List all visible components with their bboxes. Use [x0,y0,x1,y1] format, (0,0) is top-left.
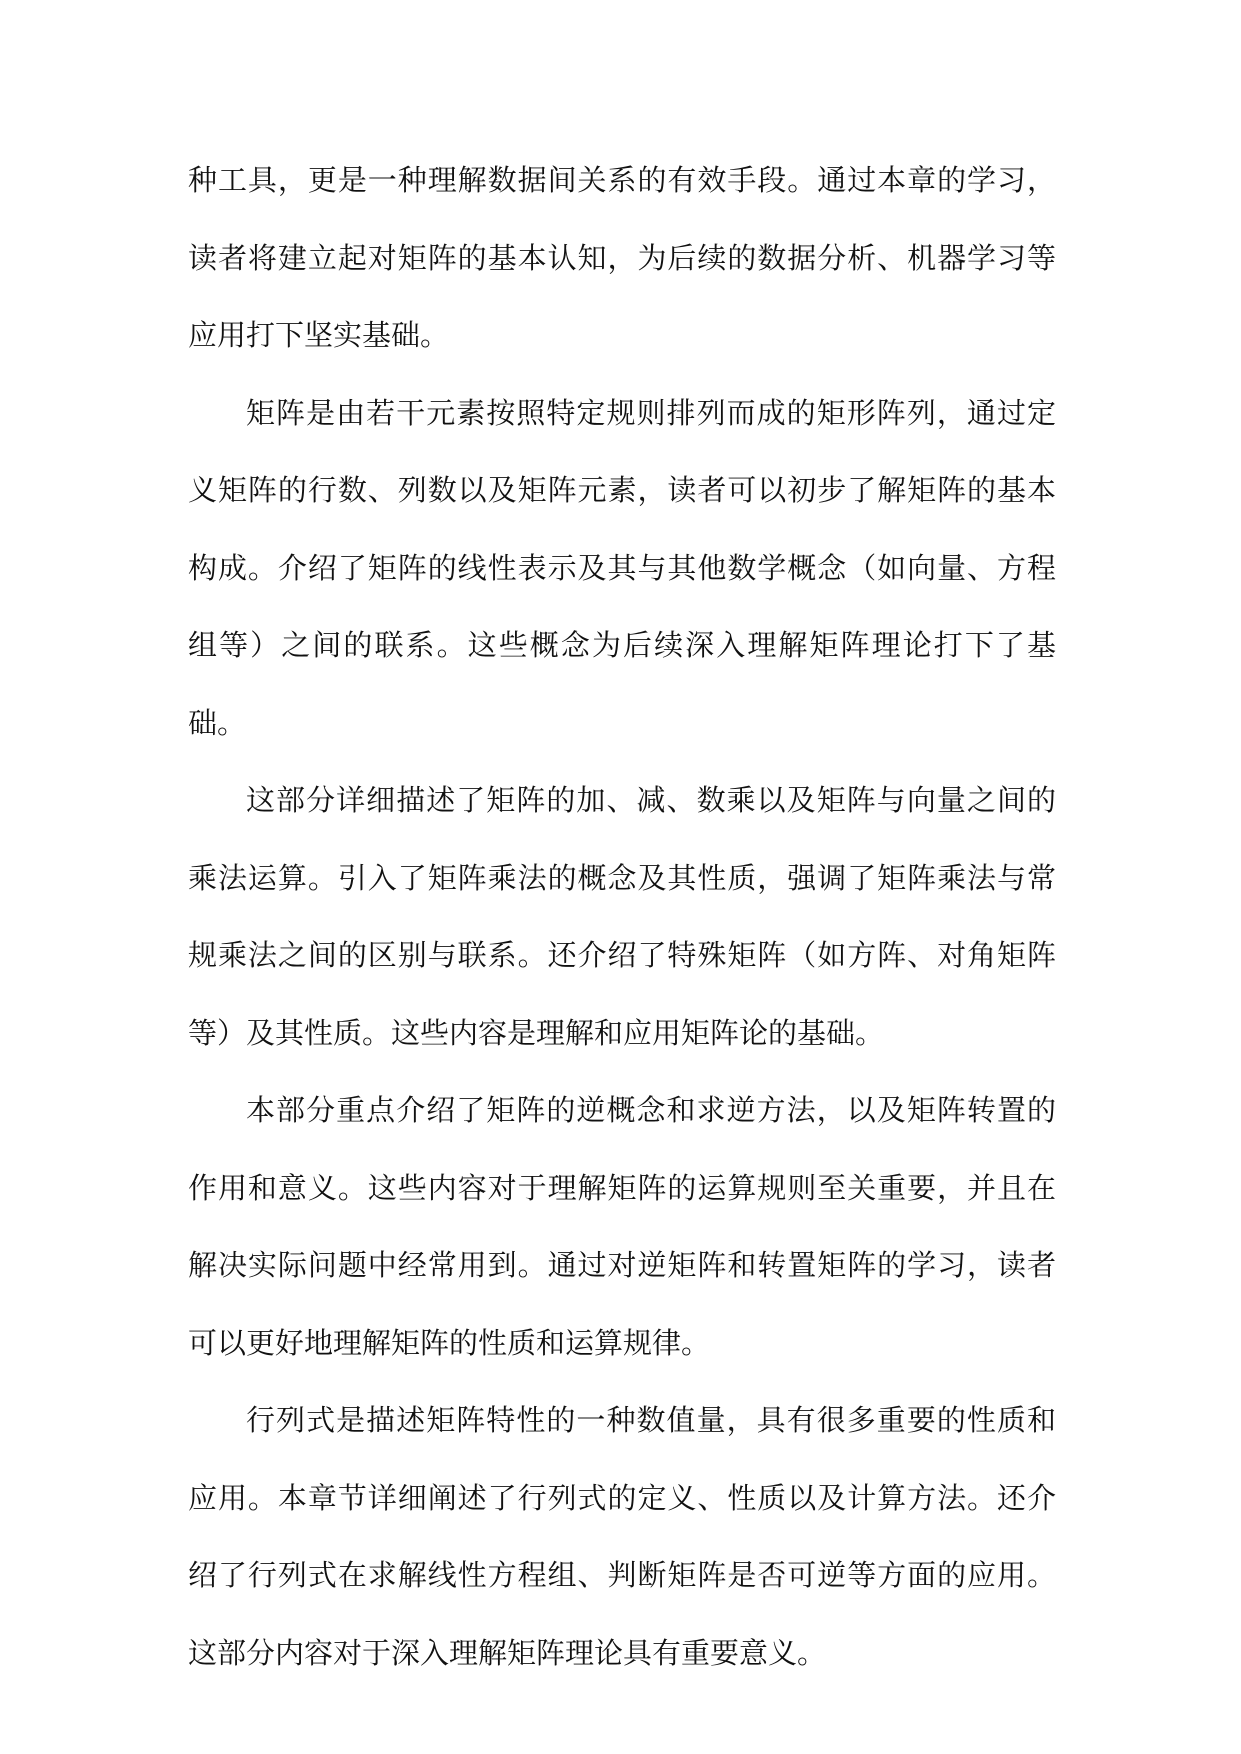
paragraph-matrix-definition: 矩阵是由若干元素按照特定规则排列而成的矩形阵列，通过定义矩阵的行数、列数以及矩阵元素，读者可以初步了解矩阵的基本构成。介绍了矩阵的线性表示及其与其他数学概念（如向量、方程组等）之间的联系。这些概念为后续深入理解矩阵理论打下了基础。 [188,395,1056,740]
paragraph-matrix-operations: 这部分详细描述了矩阵的加、减、数乘以及矩阵与向量之间的乘法运算。引入了矩阵乘法的概念及其性质，强调了矩阵乘法与常规乘法之间的区别与联系。还介绍了特殊矩阵（如方阵、对角矩阵等）及其性质。这些内容是理解和应用矩阵论的基础。 [188,783,1056,1050]
paragraph-inverse-transpose: 本部分重点介绍了矩阵的逆概念和求逆方法，以及矩阵转置的作用和意义。这些内容对于理解矩阵的运算规则至关重要，并且在解决实际问题中经常用到。通过对逆矩阵和转置矩阵的学习，读者可以更好地理解矩阵的性质和运算规律。 [188,1093,1056,1360]
body-text [188,142,1056,1692]
paragraph-determinant: 行列式是描述矩阵特性的一种数值量，具有很多重要的性质和应用。本章节详细阐述了行列式的定义、性质以及计算方法。还介绍了行列式在求解线性方程组、判断矩阵是否可逆等方面的应用。这部分内容对于深入理解矩阵理论具有重要意义。 [188,1403,1056,1670]
paragraph-continued-intro: 种工具，更是一种理解数据间关系的有效手段。通过本章的学习，读者将建立起对矩阵的基本认知，为后续的数据分析、机器学习等应用打下坚实基础。 [188,163,1056,352]
